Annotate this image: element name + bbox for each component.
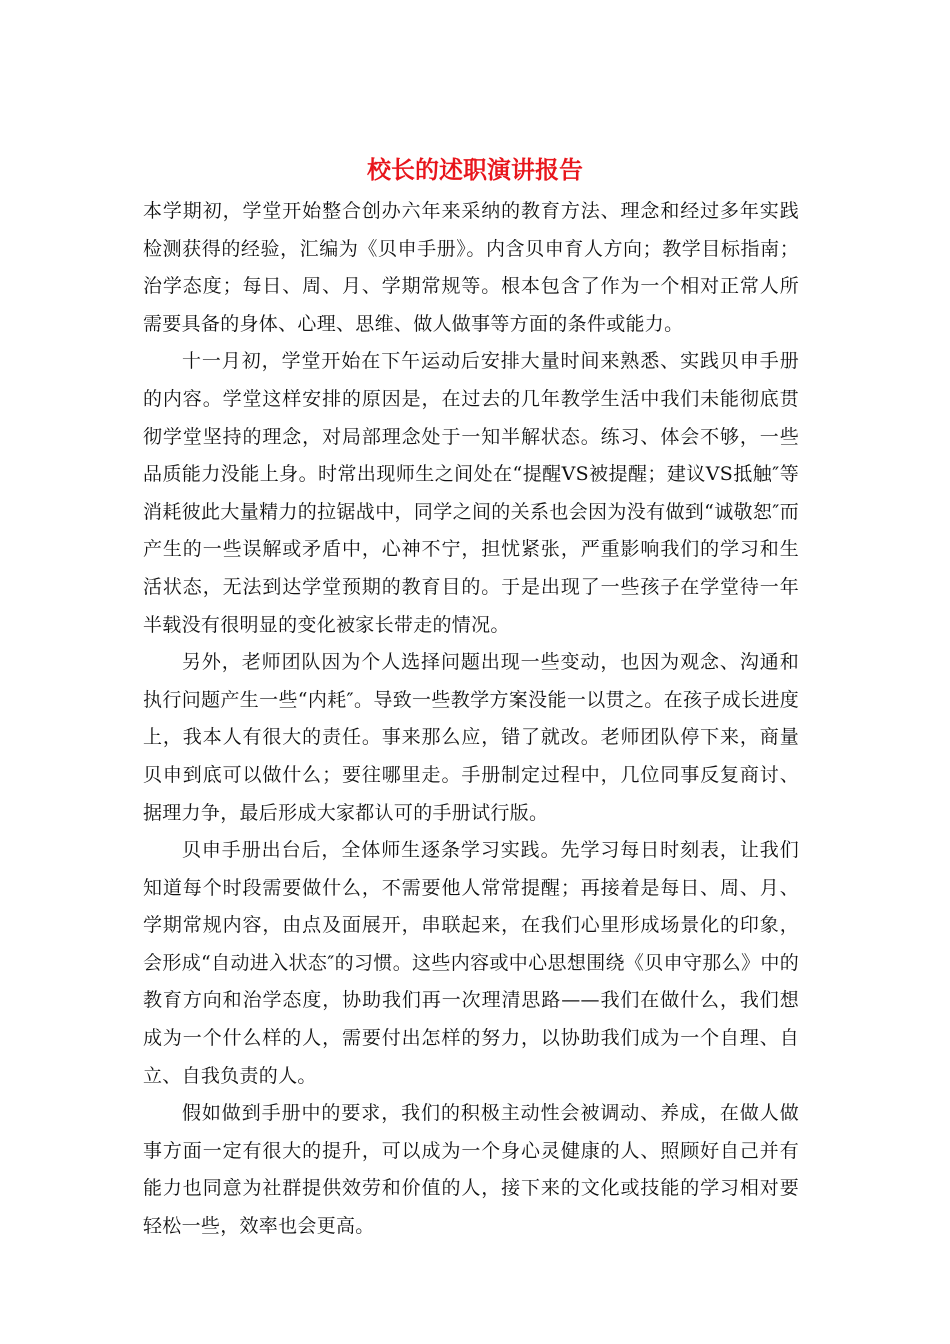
paragraph-3: 另外，老师团队因为个人选择问题出现一些变动，也因为观念、沟通和执行问题产生一些“内耗″。导致一些教学方案没能一以贯之。在孩子成长进度上，我本人有很大的责任。事来那么应，错了就改。老师团队停下来，商量贝申到底可以做什么；要往哪里走。手册制定过程中，几位同事反复商讨、据理力争，最后形成大家都认可的手册试行版。 [143,651,799,824]
paragraph-5: 假如做到手册中的要求，我们的积极主动性会被调动、养成，在做人做事方面一定有很大的提升，可以成为一个身心灵健康的人、照顾好自己并有能力也同意为社群提供效劳和价值的人，接下来的文化或技能的学习相对要轻松一些，效率也会更高。 [143,1102,799,1238]
paragraph-2: 十一月初，学堂开始在下午运动后安排大量时间来熟悉、实践贝申手册的内容。学堂这样安排的原因是，在过去的几年教学生活中我们未能彻底贯彻学堂坚持的理念，对局部理念处于一知半解状态。练习、体会不够，一些品质能力没能上身。时常出现师生之间处在“提醒VS被提醒；建议VS抵触″等消耗彼此大量精力的拉锯战中，同学之间的关系也会因为没有做到“诚敬恕″而产生的一些误解或矛盾中，心神不宁，担忧紧张，严重影响我们的学习和生活状态，无法到达学堂预期的教育目的。于是出现了一些孩子在学堂待一年半载没有很明显的变化被家长带走的情况。 [143,350,799,636]
paragraph-4: 贝申手册出台后，全体师生逐条学习实践。先学习每日时刻表，让我们知道每个时段需要做什么，不需要他人常常提醒；再接着是每日、周、月、学期常规内容，由点及面展开，串联起来，在我们心里形成场景化的印象，会形成“自动进入状态″的习惯。这些内容或中心思想围绕《贝申守那么》中的教育方向和治学态度，协助我们再一次理清思路——我们在做什么，我们想成为一个什么样的人，需要付出怎样的努力，以协助我们成为一个自理、自立、自我负责的人。 [143,839,799,1087]
document-body [143,193,799,1246]
document-title: 校长的述职演讲报告 [367,155,583,184]
paragraph-1: 本学期初，学堂开始整合创办六年来采纳的教育方法、理念和经过多年实践检测获得的经验，汇编为《贝申手册》。内含贝申育人方向；教学目标指南；治学态度；每日、周、月、学期常规等。根本包含了作为一个相对正常人所需要具备的身体、心理、思维、做人做事等方面的条件或能力。 [143,200,799,335]
